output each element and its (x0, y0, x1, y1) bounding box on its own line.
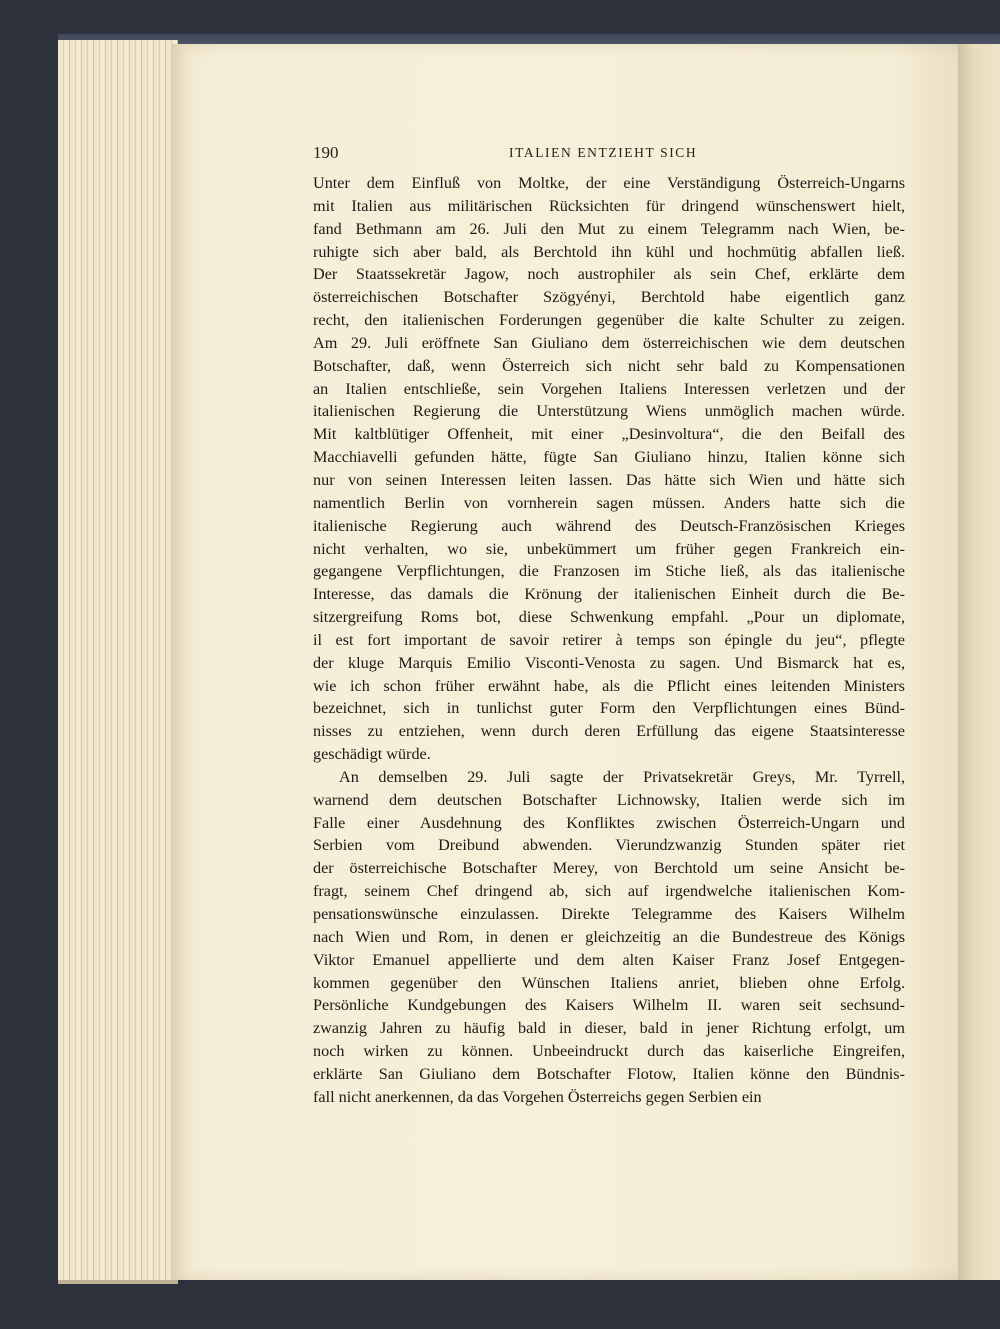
text-line: nicht verhalten, wo sie, unbekümmert um früher gegen Frankreich ein- (313, 539, 905, 558)
text-line: fand Bethmann am 26. Juli den Mut zu einem Telegramm nach Wien, be- (313, 219, 905, 238)
text-line: pensationswünsche einzulassen. Direkte Telegramme des Kaisers Wilhelm (313, 905, 905, 923)
text-line: ruhigte sich aber bald, als Berchtold ihn kühl und hochmütig abfallen ließ. (313, 242, 905, 261)
text-line: der österreichische Botschafter Merey, von Berchtold um seine Ansicht be- (313, 859, 905, 878)
text-line: An demselben 29. Juli sagte der Privatsekretär Greys, Mr. Tyrrell, (339, 767, 905, 786)
body-text (313, 172, 905, 1109)
text-line: warnend dem deutschen Botschafter Lichnowsky, Italien werde sich im (313, 790, 905, 809)
text-line: zwanzig Jahren zu häufig bald in dieser, bald in jener Richtung erfolgt, um (313, 1019, 905, 1038)
text-line: Der Staatssekretär Jagow, noch austrophiler als sein Chef, erklärte dem (313, 265, 905, 284)
text-line: nur von seinen Interessen leiten lassen. Das hätte sich Wien und hätte sich (313, 470, 905, 489)
text-line: namentlich Berlin von vornherein sagen müssen. Anders hatte sich die (313, 493, 905, 512)
text-line: nisses zu entziehen, wenn durch deren Erfüllung das eigene Staatsinteresse (313, 722, 905, 741)
text-line: erklärte San Giuliano dem Botschafter Flotow, Italien könne den Bündnis- (313, 1064, 905, 1083)
text-line: Interesse, das damals die Krönung der italienischen Einheit durch die Be- (313, 585, 905, 604)
running-head (313, 143, 911, 165)
text-line: Botschafter, daß, wenn Österreich sich nicht sehr bald zu Kompensationen (313, 356, 905, 375)
text-line: italienischen Regierung die Unterstützung Wiens unmöglich machen würde. (313, 402, 905, 421)
text-line: fragt, seinem Chef dringend ab, sich auf irgendwelche italienischen Kom- (313, 882, 905, 901)
facing-page-edge (958, 44, 1000, 1280)
text-line: gegangene Verpflichtungen, die Franzosen im Stiche ließ, als das italienische (313, 562, 905, 581)
text-line: Mit kaltblütiger Offenheit, mit einer „Desinvoltura“, die den Beifall des (313, 425, 905, 444)
text-line: Macchiavelli gefunden hätte, fügte San Giuliano hinzu, Italien könne sich (313, 448, 905, 467)
text-line: wie ich schon früher erwähnt habe, als die Pflicht eines leitenden Ministers (313, 676, 905, 695)
text-line: Serbien vom Dreibund abwenden. Vierundzwanzig Stunden später riet (313, 836, 905, 855)
text-line: mit Italien aus militärischen Rücksichten für dringend wünschenswert hielt, (313, 196, 905, 215)
text-line: fall nicht anerkennen, da das Vorgehen Österreichs gegen Serbien ein (313, 1087, 762, 1106)
text-line: der kluge Marquis Emilio Visconti-Venosta zu sagen. Und Bismarck hat es, (313, 653, 905, 672)
text-line: bezeichnet, sich in tunlichst guter Form den Verpflichtungen eines Bünd- (313, 699, 905, 718)
running-head-title: ITALIEN ENTZIEHT SICH (509, 145, 698, 160)
text-line: geschädigt würde. (313, 745, 431, 764)
text-line: Persönliche Kundgebungen des Kaisers Wilhelm II. waren seit sechsund- (313, 996, 905, 1015)
paragraph (313, 172, 905, 766)
text-line: Falle einer Ausdehnung des Konfliktes zwischen Österreich-Ungarn und (313, 813, 905, 832)
paragraph (313, 766, 905, 1109)
text-line: an Italien entschließe, sein Vorgehen Italiens Interessen verletzen und der (313, 379, 905, 398)
text-line: italienische Regierung auch während des Deutsch-Französischen Krieges (313, 516, 905, 535)
page-number: 190 (313, 143, 339, 162)
page-stack-edges (58, 40, 178, 1284)
text-line: kommen gegenüber den Wünschen Italiens anriet, blieben ohne Erfolg. (313, 973, 905, 992)
text-line: nach Wien und Rom, in denen er gleichzeitig an die Bundestreue des Königs (313, 927, 905, 946)
text-line: il est fort important de savoir retirer à temps son épingle du jeu“, pflegte (313, 630, 905, 649)
text-line: österreichischen Botschafter Szögyényi, Berchtold habe eigentlich ganz (313, 288, 905, 307)
text-line: noch wirken zu können. Unbeeindruckt durch das kaiserliche Eingreifen, (313, 1042, 905, 1061)
text-line: recht, den italienischen Forderungen gegenüber die kalte Schulter zu zeigen. (313, 311, 905, 330)
text-line: Unter dem Einfluß von Moltke, der eine Verständigung Österreich-Ungarns (313, 174, 905, 192)
text-line: Viktor Emanuel appellierte und dem alten Kaiser Franz Josef Entgegen- (313, 950, 905, 969)
text-line: sitzergreifung Roms bot, diese Schwenkung empfahl. „Pour un diplomate, (313, 608, 905, 627)
text-line: Am 29. Juli eröffnete San Giuliano dem österreichischen wie dem deutschen (313, 333, 905, 352)
